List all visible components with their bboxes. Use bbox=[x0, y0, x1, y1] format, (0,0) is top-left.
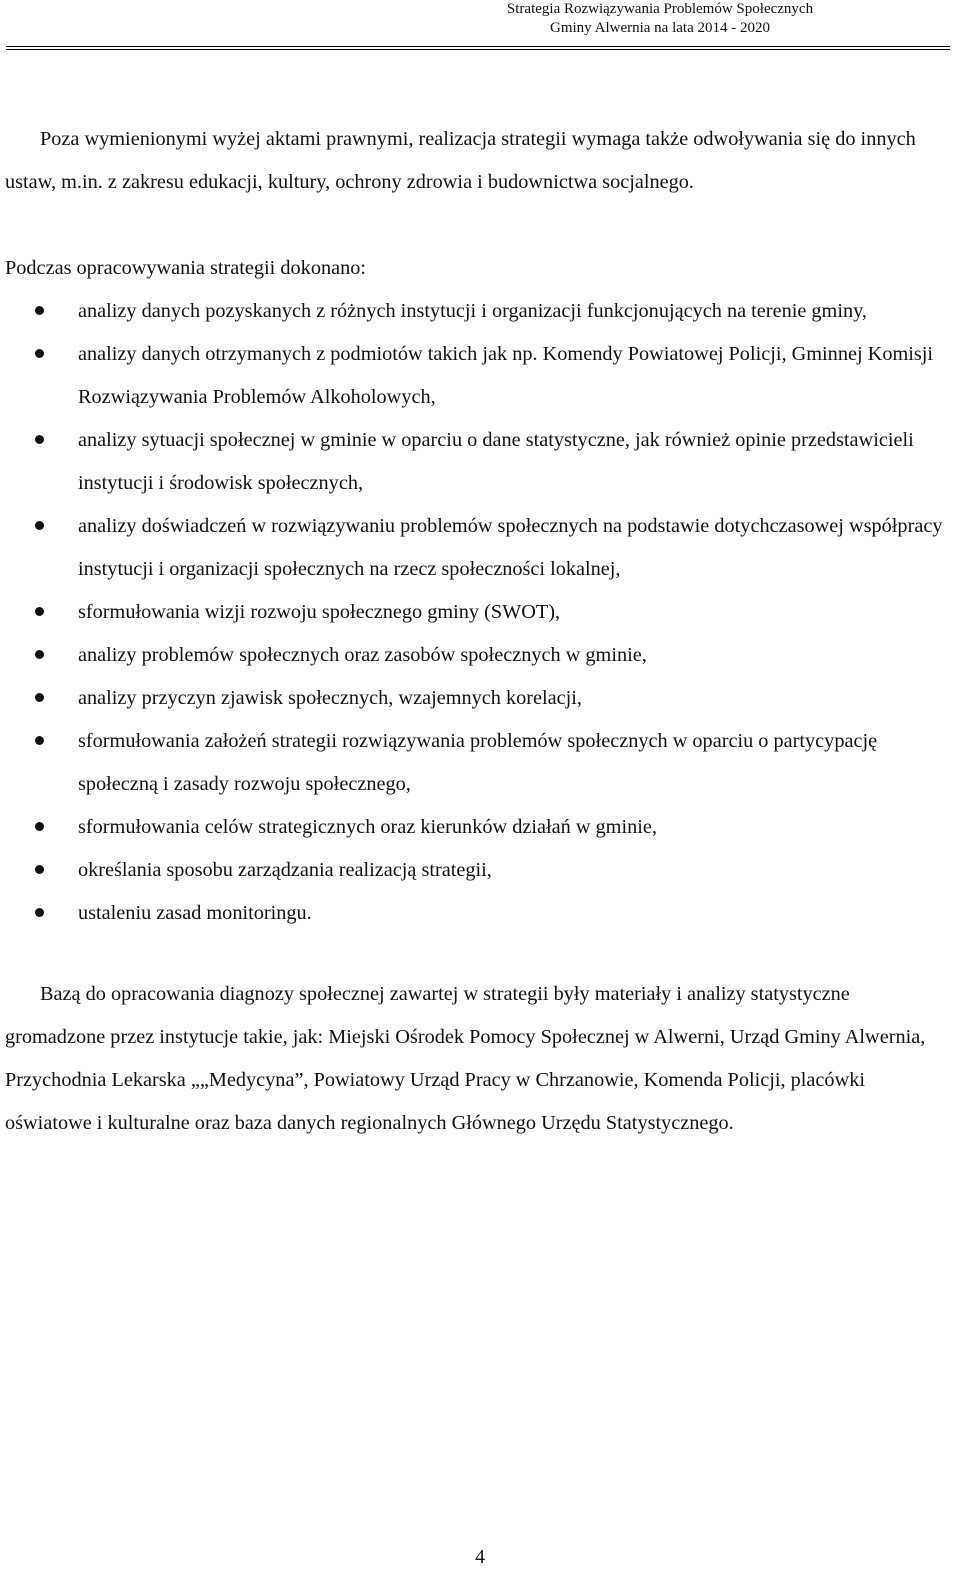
header-subtitle: Gminy Alwernia na lata 2014 - 2020 bbox=[550, 20, 770, 36]
bullet-icon bbox=[35, 349, 44, 358]
list-item bbox=[5, 849, 945, 892]
list-item-text: określania sposobu zarządzania realizacją strategii, bbox=[78, 859, 492, 881]
page-header bbox=[0, 0, 960, 52]
list-item bbox=[5, 505, 945, 591]
list-item bbox=[5, 333, 945, 419]
header-title: Strategia Rozwiązywania Problemów Społecznych bbox=[506, 1, 814, 17]
list-item bbox=[5, 892, 945, 935]
bullet-list bbox=[5, 290, 945, 935]
list-item bbox=[5, 419, 945, 505]
bullet-icon bbox=[35, 306, 44, 315]
list-item-text: sformułowania celów strategicznych oraz kierunków działań w gminie, bbox=[78, 816, 657, 838]
list-item-text: analizy danych pozyskanych z różnych instytucji i organizacji funkcjonujących na terenie gminy, bbox=[78, 300, 867, 322]
paragraph-gap bbox=[5, 204, 945, 247]
list-item-text: analizy danych otrzymanych z podmiotów takich jak np. Komendy Powiatowej Policji, Gminnej Komisji Rozwiązywania Problemów Alkoholowych, bbox=[78, 343, 934, 408]
bullet-icon bbox=[35, 736, 44, 745]
page-number: 4 bbox=[475, 1546, 485, 1568]
list-item bbox=[5, 677, 945, 720]
bullet-icon bbox=[35, 865, 44, 874]
list-item-text: analizy problemów społecznych oraz zasobów społecznych w gminie, bbox=[78, 644, 647, 666]
list-item-text: ustaleniu zasad monitoringu. bbox=[78, 902, 312, 924]
list-intro: Podczas opracowywania strategii dokonano: bbox=[5, 257, 367, 279]
bullet-icon bbox=[35, 650, 44, 659]
bullet-icon bbox=[35, 822, 44, 831]
list-item bbox=[5, 806, 945, 849]
list-item bbox=[5, 720, 945, 806]
bullet-icon bbox=[35, 693, 44, 702]
paragraph-gap bbox=[5, 935, 945, 973]
closing-paragraph: Bazą do opracowania diagnozy społecznej zawartej w strategii były materiały i analizy statystyczne gromadzone przez instytucje takie, jak: Miejski Ośrodek Pomocy Społecznej w Alwerni, Urząd Gminy Alwernia, Przychodnia Lekarska „„Medycyna”, Powiatowy Urząd Pracy w Chrzanowie, Komenda Policji, placówki oświatowe i kulturalne oraz baza danych regionalnych Głównego Urzędu Statystycznego. bbox=[5, 983, 926, 1134]
header-divider bbox=[6, 46, 950, 50]
list-item-text: sformułowania wizji rozwoju społecznego gminy (SWOT), bbox=[78, 601, 561, 623]
bullet-icon bbox=[35, 607, 44, 616]
intro-paragraph: Poza wymienionymi wyżej aktami prawnymi, realizacja strategii wymaga także odwoływania się do innych ustaw, m.in. z zakresu edukacji, kultury, ochrony zdrowia i budownictwa socjalnego. bbox=[5, 128, 916, 193]
bullet-icon bbox=[35, 908, 44, 917]
list-item bbox=[5, 290, 945, 333]
list-item-text: analizy doświadczeń w rozwiązywaniu problemów społecznych na podstawie dotychczasowej współpracy instytucji i organizacji społecznych na rzecz społeczności lokalnej, bbox=[78, 515, 943, 580]
bullet-icon bbox=[35, 521, 44, 530]
bullet-icon bbox=[35, 435, 44, 444]
list-item bbox=[5, 634, 945, 677]
list-item-text: analizy sytuacji społecznej w gminie w oparciu o dane statystyczne, jak również opinie przedstawicieli instytucji i środowisk społecznych, bbox=[78, 429, 914, 494]
document-body bbox=[5, 118, 945, 1145]
list-item-text: analizy przyczyn zjawisk społecznych, wzajemnych korelacji, bbox=[78, 687, 582, 709]
list-item bbox=[5, 591, 945, 634]
list-item-text: sformułowania założeń strategii rozwiązywania problemów społecznych w oparciu o partycypację społeczną i zasady rozwoju społecznego, bbox=[78, 730, 878, 795]
